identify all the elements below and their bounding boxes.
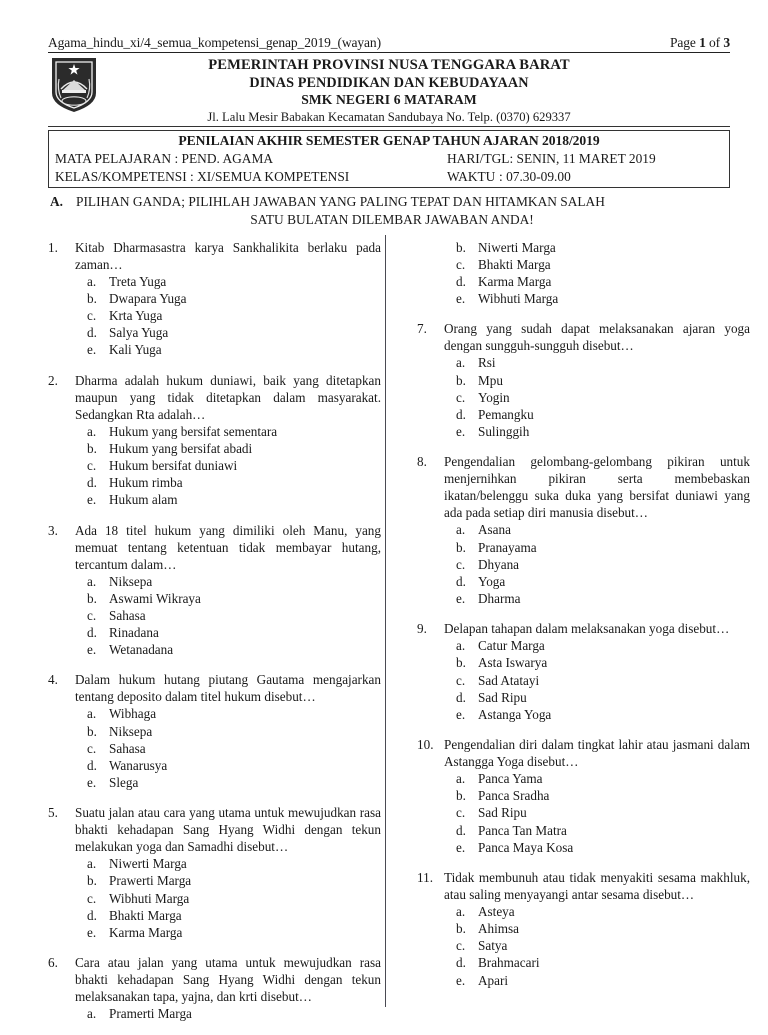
option-letter: b. bbox=[456, 372, 466, 388]
question-stem: Cara atau jalan yang utama untuk mewujudkan rasa bhakti kehadapan Sang Hyang Widhi dengan tekun melaksanakan tapa, yajna, dan krti disebut… bbox=[75, 955, 381, 1005]
question-body bbox=[75, 372, 381, 509]
option-item[interactable] bbox=[444, 822, 750, 839]
question-number: 5. bbox=[48, 805, 58, 821]
option-text: Mpu bbox=[478, 372, 503, 388]
option-letter: b. bbox=[456, 539, 466, 555]
instruction-line-1: PILIHAN GANDA; PILIHLAH JAWABAN YANG PALING TEPAT DAN HITAMKAN SALAH bbox=[76, 194, 605, 210]
option-item[interactable] bbox=[75, 890, 381, 907]
option-letter: e. bbox=[87, 342, 97, 358]
option-text: Yoga bbox=[478, 573, 506, 589]
option-letter: d. bbox=[456, 406, 466, 422]
exam-day-value: : SENIN, 11 MARET 2019 bbox=[509, 150, 656, 166]
option-item[interactable] bbox=[444, 590, 750, 607]
option-item[interactable] bbox=[444, 637, 750, 654]
letterhead bbox=[48, 55, 730, 127]
option-text: Asta Iswarya bbox=[478, 655, 548, 671]
section-marker: A. bbox=[50, 194, 64, 210]
option-text: Kali Yuga bbox=[109, 342, 162, 358]
option-item[interactable] bbox=[444, 654, 750, 671]
option-list bbox=[417, 239, 750, 308]
option-text: Panca Tan Matra bbox=[478, 822, 567, 838]
question-body bbox=[444, 620, 750, 723]
question-item bbox=[417, 736, 750, 856]
letterhead-address: Jl. Lalu Mesir Babakan Kecamatan Sandubaya No. Telp. (0370) 629337 bbox=[207, 109, 571, 124]
option-text: Slega bbox=[109, 775, 139, 791]
option-item[interactable] bbox=[75, 705, 381, 722]
option-text: Asana bbox=[478, 522, 511, 538]
exam-day-field bbox=[447, 150, 729, 168]
option-list bbox=[75, 423, 381, 509]
option-letter: b. bbox=[87, 440, 97, 456]
option-list bbox=[75, 573, 381, 659]
option-letter: e. bbox=[87, 492, 97, 508]
option-letter: c. bbox=[87, 308, 97, 324]
question-stem: Dalam hukum hutang piutang Gautama mengajarkan tentang deposito dalam titel hukum disebut… bbox=[75, 672, 381, 705]
option-text: Hukum yang bersifat sementara bbox=[109, 423, 278, 439]
question-number: 2. bbox=[48, 372, 58, 388]
question-item bbox=[48, 239, 381, 359]
question-body bbox=[75, 954, 381, 1022]
exam-class: KELAS/KOMPETENSI : XI/SEMUA KOMPETENSI bbox=[55, 168, 350, 184]
page-number-prefix: Page bbox=[669, 35, 700, 50]
option-text: Wibhaga bbox=[109, 706, 157, 722]
option-text: Wibhuti Marga bbox=[109, 890, 190, 906]
option-item[interactable] bbox=[75, 624, 381, 641]
option-letter: e. bbox=[87, 775, 97, 791]
option-letter: b. bbox=[456, 921, 466, 937]
option-text: Catur Marga bbox=[478, 638, 545, 654]
instruction-text bbox=[76, 193, 730, 227]
option-letter: c. bbox=[456, 805, 466, 821]
option-letter: e. bbox=[456, 972, 466, 988]
option-text: Hukum alam bbox=[109, 492, 178, 508]
question-item bbox=[48, 804, 381, 941]
option-text: Aswami Wikraya bbox=[109, 590, 201, 606]
option-letter: c. bbox=[456, 556, 466, 572]
question-number: 8. bbox=[417, 454, 427, 470]
option-text: Bhakti Marga bbox=[478, 256, 551, 272]
option-item[interactable] bbox=[75, 757, 381, 774]
option-letter: c. bbox=[87, 890, 97, 906]
ntb-provincial-emblem-icon bbox=[50, 57, 98, 113]
option-letter: b. bbox=[87, 291, 97, 306]
option-item[interactable] bbox=[75, 324, 381, 341]
instruction-line-2: SATU BULATAN DILEMBAR JAWABAN ANDA! bbox=[250, 211, 534, 227]
option-text: Karma Marga bbox=[109, 924, 183, 940]
option-list bbox=[444, 521, 750, 607]
option-letter: b. bbox=[456, 239, 466, 255]
option-letter: c. bbox=[456, 672, 466, 688]
letterhead-line-province: PEMERINTAH PROVINSI NUSA TENGGARA BARAT bbox=[208, 56, 570, 73]
option-letter: a. bbox=[87, 1006, 97, 1022]
option-item[interactable] bbox=[75, 341, 381, 358]
section-instruction bbox=[48, 193, 730, 227]
option-text: Sad Atatayi bbox=[478, 672, 540, 688]
option-item[interactable] bbox=[444, 539, 750, 556]
option-letter: a. bbox=[456, 522, 466, 538]
option-text: Niwerti Marga bbox=[109, 856, 187, 872]
question-number: 7. bbox=[417, 321, 427, 337]
question-column-right bbox=[389, 239, 750, 1035]
page-number-joiner: of bbox=[705, 35, 724, 50]
exam-time-field bbox=[447, 168, 729, 186]
option-letter: a. bbox=[87, 856, 97, 872]
page-number bbox=[670, 36, 730, 51]
option-letter: a. bbox=[87, 423, 97, 439]
option-text: Rinadana bbox=[109, 625, 159, 641]
option-item[interactable] bbox=[75, 273, 381, 290]
option-text: Astanga Yoga bbox=[478, 706, 552, 722]
option-text: Dwapara Yuga bbox=[109, 291, 187, 306]
option-letter: d. bbox=[456, 573, 466, 589]
question-body bbox=[75, 522, 381, 659]
option-item[interactable] bbox=[444, 354, 750, 371]
option-item[interactable] bbox=[444, 804, 750, 821]
option-text: Rsi bbox=[478, 355, 496, 371]
option-item[interactable] bbox=[444, 556, 750, 573]
option-letter: e. bbox=[456, 424, 466, 440]
exam-info-box bbox=[48, 130, 730, 189]
option-text: Prawerti Marga bbox=[109, 873, 192, 889]
option-list bbox=[75, 705, 381, 791]
option-list bbox=[75, 1005, 381, 1022]
option-letter: d. bbox=[87, 625, 97, 641]
question-body bbox=[75, 671, 381, 791]
question-number: 6. bbox=[48, 955, 58, 971]
option-text: Satya bbox=[478, 938, 508, 954]
option-text: Hukum rimba bbox=[109, 475, 183, 491]
option-letter: c. bbox=[456, 938, 466, 954]
question-number: 3. bbox=[48, 522, 58, 538]
option-text: Asteya bbox=[478, 903, 515, 919]
option-letter: d. bbox=[87, 907, 97, 923]
option-letter: a. bbox=[456, 355, 466, 371]
running-header bbox=[48, 36, 730, 53]
exam-time-value: : 07.30-09.00 bbox=[499, 168, 571, 184]
option-item[interactable] bbox=[75, 440, 381, 457]
option-letter: b. bbox=[87, 873, 97, 889]
question-number: 9. bbox=[417, 621, 427, 637]
option-item[interactable] bbox=[417, 290, 750, 307]
option-item[interactable] bbox=[444, 672, 750, 689]
option-text: Dharma bbox=[478, 591, 521, 606]
question-body bbox=[444, 320, 750, 440]
option-text: Treta Yuga bbox=[109, 273, 167, 289]
exam-day-label: HARI/TGL bbox=[447, 150, 510, 166]
question-stem: Suatu jalan atau cara yang utama untuk mewujudkan rasa bhakti kehadapan Sang Hyang Widhi dengan tekun melakukan yoga dan Samadhi disebut… bbox=[75, 805, 381, 855]
option-item[interactable] bbox=[444, 839, 750, 856]
option-item[interactable] bbox=[75, 723, 381, 740]
option-text: Sahasa bbox=[109, 740, 146, 756]
option-item[interactable] bbox=[75, 491, 381, 508]
question-number: 11. bbox=[417, 869, 433, 885]
option-text: Krta Yuga bbox=[109, 308, 163, 324]
option-item[interactable] bbox=[75, 423, 381, 440]
option-letter: b. bbox=[87, 723, 97, 739]
option-item[interactable] bbox=[444, 689, 750, 706]
question-body bbox=[75, 239, 381, 359]
option-text: Bhakti Marga bbox=[109, 907, 182, 923]
letterhead-divider bbox=[48, 126, 730, 127]
page-number-current: 1 bbox=[699, 35, 706, 50]
option-item[interactable] bbox=[75, 457, 381, 474]
option-letter: e. bbox=[87, 924, 97, 940]
option-text: Apari bbox=[478, 972, 509, 988]
option-letter: d. bbox=[456, 274, 466, 290]
question-columns bbox=[48, 239, 750, 1035]
exam-time-label: WAKTU bbox=[447, 168, 496, 184]
exam-info-row-subject bbox=[49, 150, 729, 168]
option-text: Niksepa bbox=[109, 723, 153, 739]
option-list bbox=[444, 903, 750, 989]
option-text: Sahasa bbox=[109, 607, 146, 623]
option-letter: a. bbox=[456, 903, 466, 919]
option-text: Karma Marga bbox=[478, 274, 552, 290]
option-letter: e. bbox=[456, 291, 466, 307]
option-item[interactable] bbox=[75, 290, 381, 307]
question-body bbox=[444, 453, 750, 607]
question-body bbox=[444, 869, 750, 989]
option-list bbox=[444, 770, 750, 856]
question-stem: Ada 18 titel hukum yang dimiliki oleh Manu, yang memuat tentang ketentuan tidak membayar hutang, tercantum dalam… bbox=[75, 522, 381, 572]
question-stem: Pengendalian gelombang-gelombang pikiran untuk menjernihkan pikiran serta membebaskan ikatan/belenggu suka duka yang bersifat duniawi yang ada pada setiap diri manusia disebut… bbox=[444, 454, 750, 521]
option-letter: d. bbox=[456, 689, 466, 705]
option-item[interactable] bbox=[75, 774, 381, 791]
question-number: 1. bbox=[48, 239, 58, 255]
option-item[interactable] bbox=[75, 740, 381, 757]
option-letter: e. bbox=[87, 642, 97, 658]
option-item[interactable] bbox=[75, 641, 381, 658]
continued-option-group bbox=[417, 239, 750, 308]
option-letter: c. bbox=[456, 256, 466, 272]
option-letter: a. bbox=[456, 771, 466, 787]
option-text: Hukum yang bersifat abadi bbox=[109, 440, 253, 456]
option-text: Dhyana bbox=[478, 556, 520, 572]
question-item bbox=[48, 372, 381, 509]
option-letter: a. bbox=[87, 573, 97, 589]
option-item[interactable] bbox=[75, 855, 381, 872]
option-item[interactable] bbox=[75, 872, 381, 889]
option-text: Niwerti Marga bbox=[478, 239, 556, 255]
option-letter: e. bbox=[456, 839, 466, 855]
question-stem: Orang yang sudah dapat melaksanakan ajaran yoga dengan sungguh-sungguh disebut… bbox=[444, 321, 750, 354]
option-item[interactable] bbox=[444, 372, 750, 389]
question-stem: Pengendalian diri dalam tingkat lahir atau jasmani dalam Astangga Yoga disebut… bbox=[444, 736, 750, 769]
option-item[interactable] bbox=[444, 389, 750, 406]
question-stem: Delapan tahapan dalam melaksanakan yoga disebut… bbox=[444, 621, 730, 637]
column-divider bbox=[385, 235, 386, 1007]
option-letter: e. bbox=[456, 706, 466, 722]
option-text: Niksepa bbox=[109, 573, 153, 589]
option-letter: b. bbox=[87, 590, 97, 606]
option-letter: d. bbox=[87, 475, 97, 491]
option-list bbox=[444, 354, 750, 440]
option-item[interactable] bbox=[75, 924, 381, 941]
option-letter: c. bbox=[87, 458, 97, 474]
document-filename: Agama_hindu_xi/4_semua_kompetensi_genap_2019_(wayan) bbox=[48, 35, 381, 50]
option-text: Sulinggih bbox=[478, 424, 530, 440]
option-letter: c. bbox=[456, 389, 466, 405]
option-text: Panca Maya Kosa bbox=[478, 839, 574, 855]
option-item[interactable] bbox=[444, 920, 750, 937]
question-number: 4. bbox=[48, 672, 58, 688]
option-item[interactable] bbox=[75, 573, 381, 590]
option-text: Sad Ripu bbox=[478, 805, 527, 821]
option-item[interactable] bbox=[75, 307, 381, 324]
option-item[interactable] bbox=[75, 474, 381, 491]
option-list bbox=[75, 273, 381, 359]
option-letter: b. bbox=[456, 788, 466, 804]
question-body bbox=[444, 736, 750, 856]
option-item[interactable] bbox=[75, 1005, 381, 1022]
question-item bbox=[417, 869, 750, 989]
option-item[interactable] bbox=[444, 573, 750, 590]
option-text: Pemangku bbox=[478, 406, 534, 422]
option-item[interactable] bbox=[444, 903, 750, 920]
question-item bbox=[417, 453, 750, 607]
option-letter: b. bbox=[456, 655, 466, 671]
option-item[interactable] bbox=[444, 521, 750, 538]
page-number-total: 3 bbox=[723, 35, 730, 50]
option-text: Salya Yuga bbox=[109, 325, 169, 341]
option-item[interactable] bbox=[444, 706, 750, 723]
question-stem: Dharma adalah hukum duniawi, baik yang ditetapkan maupun yang tidak ditetapkan dalam masyarakat. Sedangkan Rta adalah… bbox=[75, 372, 381, 422]
letterhead-line-department: DINAS PENDIDIKAN DAN KEBUDAYAAN bbox=[249, 74, 529, 91]
option-text: Wanarusya bbox=[109, 757, 168, 773]
exam-subject: MATA PELAJARAN : PEND. AGAMA bbox=[55, 150, 274, 166]
question-item bbox=[417, 320, 750, 440]
option-item[interactable] bbox=[444, 787, 750, 804]
option-item[interactable] bbox=[444, 972, 750, 989]
option-text: Panca Yama bbox=[478, 771, 543, 787]
question-item bbox=[417, 620, 750, 723]
option-item[interactable] bbox=[444, 770, 750, 787]
option-list bbox=[444, 637, 750, 723]
option-item[interactable] bbox=[417, 273, 750, 290]
option-text: Wibhuti Marga bbox=[478, 291, 559, 307]
option-text: Pramerti Marga bbox=[109, 1006, 192, 1022]
option-text: Pranayama bbox=[478, 539, 537, 555]
option-text: Brahmacari bbox=[478, 955, 540, 971]
question-item bbox=[48, 671, 381, 791]
exam-info-row-class bbox=[49, 168, 729, 186]
option-item[interactable] bbox=[75, 590, 381, 607]
option-item[interactable] bbox=[75, 907, 381, 924]
option-letter: a. bbox=[87, 706, 97, 722]
option-text: Sad Ripu bbox=[478, 689, 527, 705]
question-body bbox=[75, 804, 381, 941]
option-letter: e. bbox=[456, 591, 466, 606]
option-text: Yogin bbox=[478, 389, 510, 405]
option-letter: a. bbox=[456, 638, 466, 654]
option-list bbox=[75, 855, 381, 941]
option-text: Ahimsa bbox=[478, 921, 520, 937]
exam-title: PENILAIAN AKHIR SEMESTER GENAP TAHUN AJARAN 2018/2019 bbox=[178, 132, 600, 148]
option-item[interactable] bbox=[444, 954, 750, 971]
option-item[interactable] bbox=[444, 423, 750, 440]
option-item[interactable] bbox=[417, 256, 750, 273]
question-item bbox=[48, 522, 381, 659]
option-item[interactable] bbox=[444, 937, 750, 954]
option-item[interactable] bbox=[417, 239, 750, 256]
question-number: 10. bbox=[417, 736, 434, 752]
option-item[interactable] bbox=[444, 406, 750, 423]
option-text: Panca Sradha bbox=[478, 788, 550, 804]
option-letter: c. bbox=[87, 740, 97, 756]
option-letter: c. bbox=[87, 607, 97, 623]
option-text: Wetanadana bbox=[109, 642, 174, 658]
question-stem: Tidak membunuh atau tidak menyakiti sesama makhluk, atau saling menyayangi antar sesama disebut… bbox=[444, 869, 750, 902]
option-letter: d. bbox=[87, 757, 97, 773]
option-text: Hukum bersifat duniawi bbox=[109, 458, 238, 474]
option-letter: d. bbox=[87, 325, 97, 341]
option-item[interactable] bbox=[75, 607, 381, 624]
letterhead-line-school: SMK NEGERI 6 MATARAM bbox=[301, 91, 477, 107]
question-stem: Kitab Dharmasastra karya Sankhalikita berlaku pada zaman… bbox=[75, 239, 381, 272]
question-column-left bbox=[48, 239, 389, 1035]
option-letter: d. bbox=[456, 955, 466, 971]
question-item bbox=[48, 954, 381, 1022]
option-letter: a. bbox=[87, 273, 97, 289]
option-letter: d. bbox=[456, 822, 466, 838]
